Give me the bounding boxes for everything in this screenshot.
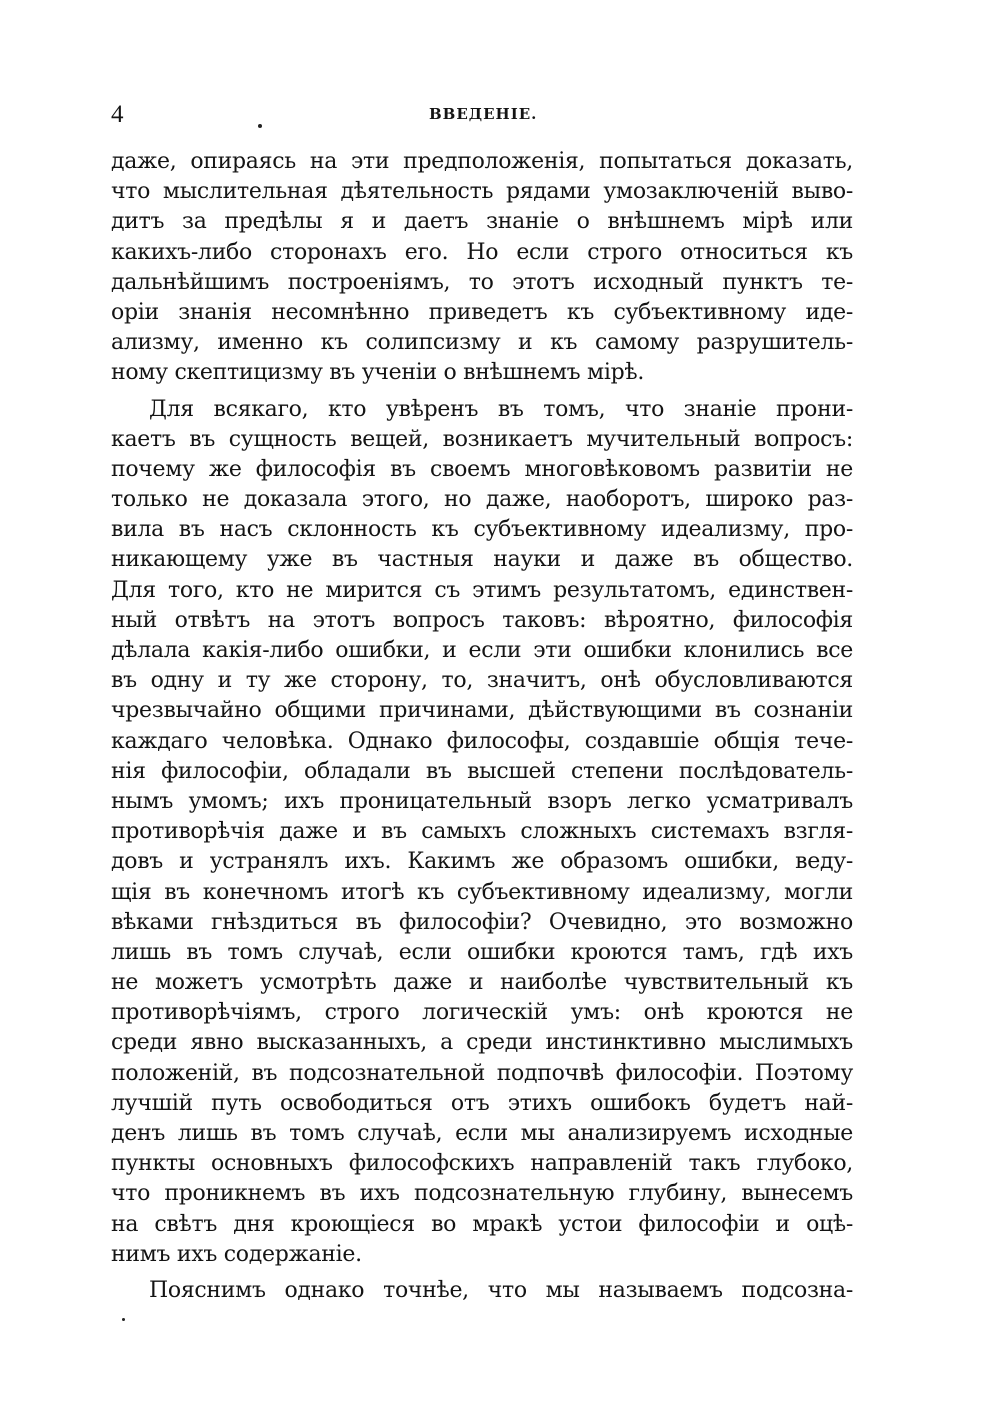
print-speck xyxy=(122,1318,125,1321)
text-line: вила въ насъ склонность къ субъективному идеализму, про- xyxy=(111,517,853,543)
text-line: Для всякаго, кто увѣренъ въ томъ, что знаніе прони- xyxy=(149,396,853,422)
text-line: дѣлала какія-либо ошибки, и если эти ошибки клонились все xyxy=(111,638,853,663)
text-line: лучшій путь освободиться отъ этихъ ошибокъ будетъ най- xyxy=(111,1090,853,1116)
page-number: 4 xyxy=(111,101,124,128)
text-line: каетъ въ сущность вещей, возникаетъ мучительный вопросъ: xyxy=(111,426,853,452)
text-line: нимъ ихъ содержаніе. xyxy=(111,1241,362,1267)
text-line: нія философіи, обладали въ высшей степени послѣдователь- xyxy=(111,758,853,784)
text-line: среди явно высказанныхъ, а среди инстинктивно мыслимыхъ xyxy=(111,1030,853,1056)
text-line: довъ и устранялъ ихъ. Какимъ же образомъ ошибки, веду- xyxy=(111,849,853,875)
text-line: денъ лишь въ томъ случаѣ, если мы анализируемъ исходные xyxy=(111,1121,853,1146)
text-line: Пояснимъ однако точнѣе, что мы называемъ подсозна- xyxy=(149,1277,853,1303)
print-speck xyxy=(258,124,262,128)
text-line: не можетъ усмотрѣть даже и наиболѣе чувствительный къ xyxy=(111,970,853,996)
text-line: ный отвѣтъ на этотъ вопросъ таковъ: вѣроятно, философія xyxy=(111,607,853,633)
text-line: почему же философія въ своемъ многовѣковомъ развитіи не xyxy=(111,456,853,482)
text-line: ализму, именно къ солипсизму и къ самому разрушитель- xyxy=(111,330,853,356)
text-line: каждаго человѣка. Однако философы, создавшіе общія тече- xyxy=(111,728,853,754)
text-line: пункты основныхъ философскихъ направленій такъ глубоко, xyxy=(111,1151,853,1177)
text-line: нымъ умомъ; ихъ проницательный взоръ легко усматривалъ xyxy=(111,788,853,814)
text-line: оріи знанія несомнѣнно приведетъ къ субъективному иде- xyxy=(111,299,853,325)
body-text xyxy=(111,147,853,1306)
text-line: щія въ конечномъ итогѣ къ субъективному идеализму, могли xyxy=(111,879,853,905)
text-line: какихъ-либо сторонахъ его. Но если строго относиться къ xyxy=(111,239,853,265)
text-line: въ одну и ту же сторону, то, значитъ, онѣ обусловливаются xyxy=(111,668,853,694)
text-line: только не доказала этого, но даже, наоборотъ, широко раз- xyxy=(111,487,853,513)
text-line: дитъ за предѣлы я и даетъ знаніе о внѣшнемъ мірѣ или xyxy=(111,209,853,235)
text-line: никающему уже въ частныя науки и даже въ общество. xyxy=(111,547,853,573)
text-line: что мыслительная дѣятельность рядами умозаключеній выво- xyxy=(111,179,853,205)
section-title: ВВЕДЕНІЕ. xyxy=(429,105,538,123)
text-line: лишь въ томъ случаѣ, если ошибки кроются тамъ, гдѣ ихъ xyxy=(111,939,853,965)
text-line: противорѣчіямъ, строго логическій умъ: онѣ кроются не xyxy=(111,1000,853,1026)
running-head xyxy=(111,100,853,132)
text-line: ному скептицизму въ ученіи о внѣшнемъ мірѣ. xyxy=(111,360,645,386)
text-line: на свѣтъ дня кроющіеся во мракѣ устои философіи и оцѣ- xyxy=(111,1211,853,1237)
text-line: положеній, въ подсознательной подпочвѣ философіи. Поэтому xyxy=(111,1060,853,1086)
paragraph xyxy=(111,395,853,1270)
paragraph xyxy=(111,1276,853,1306)
text-line: Для того, кто не мирится съ этимъ результатомъ, единствен- xyxy=(111,577,853,603)
text-line: чрезвычайно общими причинами, дѣйствующими въ сознаніи xyxy=(111,698,853,724)
text-line: противорѣчія даже и въ самыхъ сложныхъ системахъ взгля- xyxy=(111,819,853,845)
text-line: что проникнемъ въ ихъ подсознательную глубину, вынесемъ xyxy=(111,1181,853,1207)
text-line: вѣками гнѣздиться въ философіи? Очевидно, это возможно xyxy=(111,909,853,935)
text-line: дальнѣйшимъ построеніямъ, то этотъ исходный пунктъ те- xyxy=(111,269,853,295)
paragraph xyxy=(111,147,853,389)
text-line: даже, опираясь на эти предположенія, попытаться доказать, xyxy=(111,149,853,174)
